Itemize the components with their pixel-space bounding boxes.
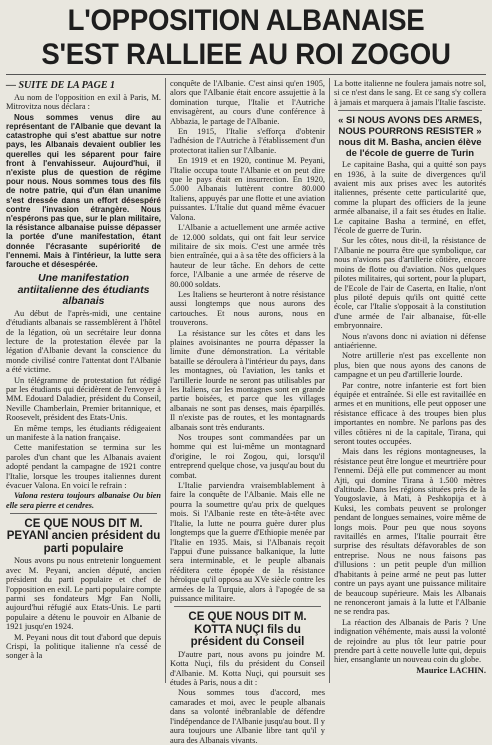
article-paragraph: Nos troupes sont commandées par un homme qui est lui-même un montagnard d'origine, le roi Zogou, qui, lorsqu'il entreprend quelque chose, va jusqu'au bout du combat. [170, 433, 325, 480]
article-paragraph: L'Italie parviendra vraisemblablement à faire la conquête de l'Albanie. Mais elle ne pourra la soumettre qu'au prix de quelques mois. Si l'Albanie reste en tête-à-tête avec l'Italie, la lutte ne pourra guère durer plus longtemps que la guerre d'Ethiopie menée par l'Italie en 1935. Mais, si l'Albanais reçoit l'appui d'une puissance balkanique, la lutte sera interminable, et le peuple albanais rééditera cette épopée de la résistance héroïque qu'il opposa au XVe siècle contre les armées de la Turquie, alors à l'apogée de sa puissance militaire. [170, 481, 325, 603]
article-paragraph: En 1919 et en 1920, continue M. Peyani, l'Italie occupa toute l'Albanie et on peut dire que le pays était en insurrection. En 1920, 5.000 Albanais luttèrent contre 80.000 Italiens, appuyés par une flotte et une aviation puissantes. L'Italie dut quand même évacuer Valona. [170, 156, 325, 222]
article-paragraph: La réaction des Albanais de Paris ? Une indignation véhémente, mais aussi la volonté de rejoindre au plus tôt leur patrie pour prendre part à cette nouvelle lutte qui, depuis hier, ensanglante un nouveau coin du globe. [334, 617, 486, 665]
article-paragraph: Par contre, notre infanterie est fort bien équipée et entraînée. Si elle est ravitaillée en armes et en munitions, elle peut opposer une résistance efficace à des troupes bien plus importantes en nombre. Ne parlons pas des villes côtières ni de la capitale, Tirana, qui seront toutes occupées. [334, 380, 486, 446]
article-paragraph: Au nom de l'opposition en exil à Paris, M. Mitrovitza nous déclara : [6, 93, 161, 112]
article-paragraph: La résistance sur les côtes et dans les plaines avoisinantes ne pourra dépasser la limite d'une démonstration. La véritable bataille se déroulera à l'intérieur du pays, dans les montagnes, où l'aviation, les tanks et l'artillerie lourde ne seront pas utilisables par les Italiens, car les montagnes sont en grande partie boisées, et parce que les villages albanais ne sont pas denses, mais éparpillés. Il n'existe pas de routes, et les montagnards albanais sont très endurants. [170, 328, 325, 432]
article-paragraph: Nous sommes tous d'accord, mes camarades et moi, avec le peuple albanais dans sa volonté inébranlable de défendre l'indépendance de l'Albanie jusqu'au bout. Il y aura toujours une Albanie libre tant qu'il y aura des Albanais vivants. [170, 688, 325, 745]
kicker-text: SUITE DE LA PAGE 1 [18, 80, 115, 91]
headline [25, 4, 467, 72]
subheading-kotta-nuci: CE QUE NOUS DIT M. KOTTA NUÇI fils du président du Conseil [188, 611, 307, 649]
section-divider [10, 513, 157, 514]
headline-line-2: S'EST RALLIEE AU ROI ZOGOU [41, 38, 451, 71]
article-paragraph: En 1915, l'Italie s'efforça d'obtenir l'adhésion de l'Autriche à l'établissement d'un protectorat italien sur l'Albanie. [170, 127, 325, 155]
article-paragraph: En même temps, les étudiants rédigeaient un manifeste à la nation française. [6, 423, 161, 443]
article-paragraph: L'Albanie a actuellement une armée active de 12.000 soldats, qui ont fait leur service militaire de six mois. C'est une armée très bien entraînée, qui a à sa tête des officiers à la hauteur de leur tâche. En dehors de cette force, l'Albanie a une armée de réserve de 80.000 soldats. [170, 223, 325, 289]
article-paragraph: Nous avons pu nous entretenir longuement avec M. Peyani, ancien député, ancien président du parti populaire et chef de l'opposition en exil. Le parti populaire compte parmi ses fondateurs Mgr Fan Nolli, aujourd'hui réfugié aux Etats-Unis. Le parti populaire a détenu le pouvoir en Albanie de 1921 jusqu'en 1924. [6, 556, 161, 632]
column-2 [170, 79, 325, 745]
column-divider-1 [165, 78, 166, 683]
article-paragraph: Sur les côtes, nous dit-il, la résistance de l'Albanie ne pourra être que symbolique, car nous n'avions pas d'artillerie côtière, encore moins de flotte ou d'aviation. Nos quelques pilotes militaires, qui sortent, pour la plupart, de l'Ecole de l'air de Caserta, en Italie, n'ont plus piloté depuis qu'ils ont quitté cette école, car l'Italie s'opposait à la constitution d'une armée de l'air albanaise, fût-elle embryonnaire. [334, 236, 486, 331]
article-paragraph: Cette manifestation se termina sur les paroles d'un chant que les Albanais avaient adopté pendant la campagne de 1921 contre l'Italie, lorsque les troupes italiennes durent évacuer Valona. En voici le refrain : [6, 443, 161, 491]
article-paragraph: Un télégramme de protestation fut rédigé par les étudiants qui décidèrent de l'envoyer à MM. Edouard Daladier, président du Conseil, Neville Chamberlain, Premier britannique, et Roosevelt, président des Etats-Unis. [6, 375, 161, 423]
article-paragraph: Mais dans les régions montagneuses, la résistance peut être longue et meurtrière pour l'ennemi. Déjà elle put commencer au mont Ajti, qui domine Tirana à 1.500 mètres d'altitude. Dans les régions situées près de la Yougoslavie, à Mati, à Peshkopija et à Kuksi, les combats peuvent se prolonger pendant de longues semaines, voire même de longs mois. Pour peu que nous soyons ravitaillés en armes, l'Italie pourrait être surprise des résultats défavorables de son entreprise. Nous ne nous faisons pas d'illusions : un petit peuple d'un million d'habitants à peine armé ne peut pas lutter contre un pays ayant une puissance militaire de beaucoup supérieure. Mais les Albanais ne renonceront jamais à la lutte et l'Albanie ne se rendra pas. [334, 447, 486, 617]
article-paragraph: Nous n'avons donc ni aviation ni défense antiaérienne. [334, 331, 486, 350]
quote-paragraph: Nous sommes venus dire au représentant de l'Albanie que devant la catastrophe qui s'est abattue sur notre pays, les Albanais devaient oublier les querelles qui les séparent pour faire front à l'envahisseur. Aujourd'hui, il n'existe plus de question de régime pour nous. Nous sommes tous des fils de notre patrie, qui d'un élan unanime s'est dressée dans un effort désespéré contre l'invasion étrangère. Nous n'espérons pas que, sur le plan militaire, la résistance albanaise puisse dépasser la portée d'une manifestation, étant donnée l'écrasante supériorité de l'ennemi. Mais à l'intérieur, la lutte sera farouche et désespérée. [6, 112, 161, 270]
column-1 [6, 79, 161, 685]
article-paragraph: Les Italiens se heurteront à notre résistance aussi longtemps que nous aurons des cartouches. Et nous aurons, nous en trouverons. [170, 289, 325, 328]
article-paragraph: conquête de l'Albanie. C'est ainsi qu'en 1905, alors que l'Albanie était encore assujettie à la domination turque, l'Italie et l'Autriche envisagèrent, au cours d'une conférence à Abbazia, le partage de l'Albanie. [170, 79, 325, 126]
section-divider [174, 606, 321, 607]
subheading-peyani: CE QUE NOUS DIT M. PEYANI ancien président du parti populaire [6, 517, 161, 555]
article-paragraph: Au début de l'après-midi, une centaine d'étudiants albanais se rassemblèrent à l'hôtel de la légation, où un secrétaire leur donna lecture de la protestation élevée par la légation d'Albanie devant la conscience du monde civilisé contre l'attentat dont l'Albanie a été victime. [6, 308, 161, 375]
article-paragraph: Notre artillerie n'est pas excellente non plus, bien que nous ayons des canons de campagne et un peu d'artillerie lourde. [334, 351, 486, 380]
song-refrain: Valona restera toujours albanaise Ou bien elle sera pierre et cendres. [6, 491, 161, 510]
article-paragraph: Le capitaine Basha, qui a quitté son pays en 1936, à la suite de divergences qu'il avaient mis aux prises avec les autorités italiennes, présente cette particularité que, comme la plupart des officiers de la jeune armée albanaise, il a fait ses études en Italie. Le capitaine Basha a terminé, en effet, l'école de guerre de Turin. [334, 160, 486, 236]
section-divider [338, 110, 482, 111]
continuation-kicker: — SUITE DE LA PAGE 1 [6, 80, 115, 91]
headline-line-1: L'OPPOSITION ALBANAISE [67, 4, 425, 37]
column-divider-2 [329, 78, 330, 683]
article-paragraph: La botte italienne ne foulera jamais notre sol, si ce n'est dans le sang. Et ce sang s'y collera à jamais et marquera à jamais l'Italie fasciste. [334, 79, 486, 107]
headline-rule [6, 74, 486, 75]
column-3 [334, 79, 486, 685]
subheading-student-protest: Une manifestation antiitalienne des étudiants albanais [17, 272, 150, 308]
article-paragraph: M. Peyani nous dit tout d'abord que depuis Crispi, la politique italienne n'a cessé de songer à la [6, 632, 161, 661]
article-paragraph: D'autre part, nous avons pu joindre M. Kotta Nuçi, fils du président du Conseil d'Albanie. M. Kotta Nuçi, qui poursuit ses études à Paris, nous a dit : [170, 649, 325, 688]
subheading-basha: « SI NOUS AVONS DES ARMES, NOUS POURRONS RESISTER » nous dit M. Basha, ancien élève de l'école de guerre de Turin [338, 115, 482, 160]
author-signature: Maurice LACHIN. [416, 664, 486, 675]
